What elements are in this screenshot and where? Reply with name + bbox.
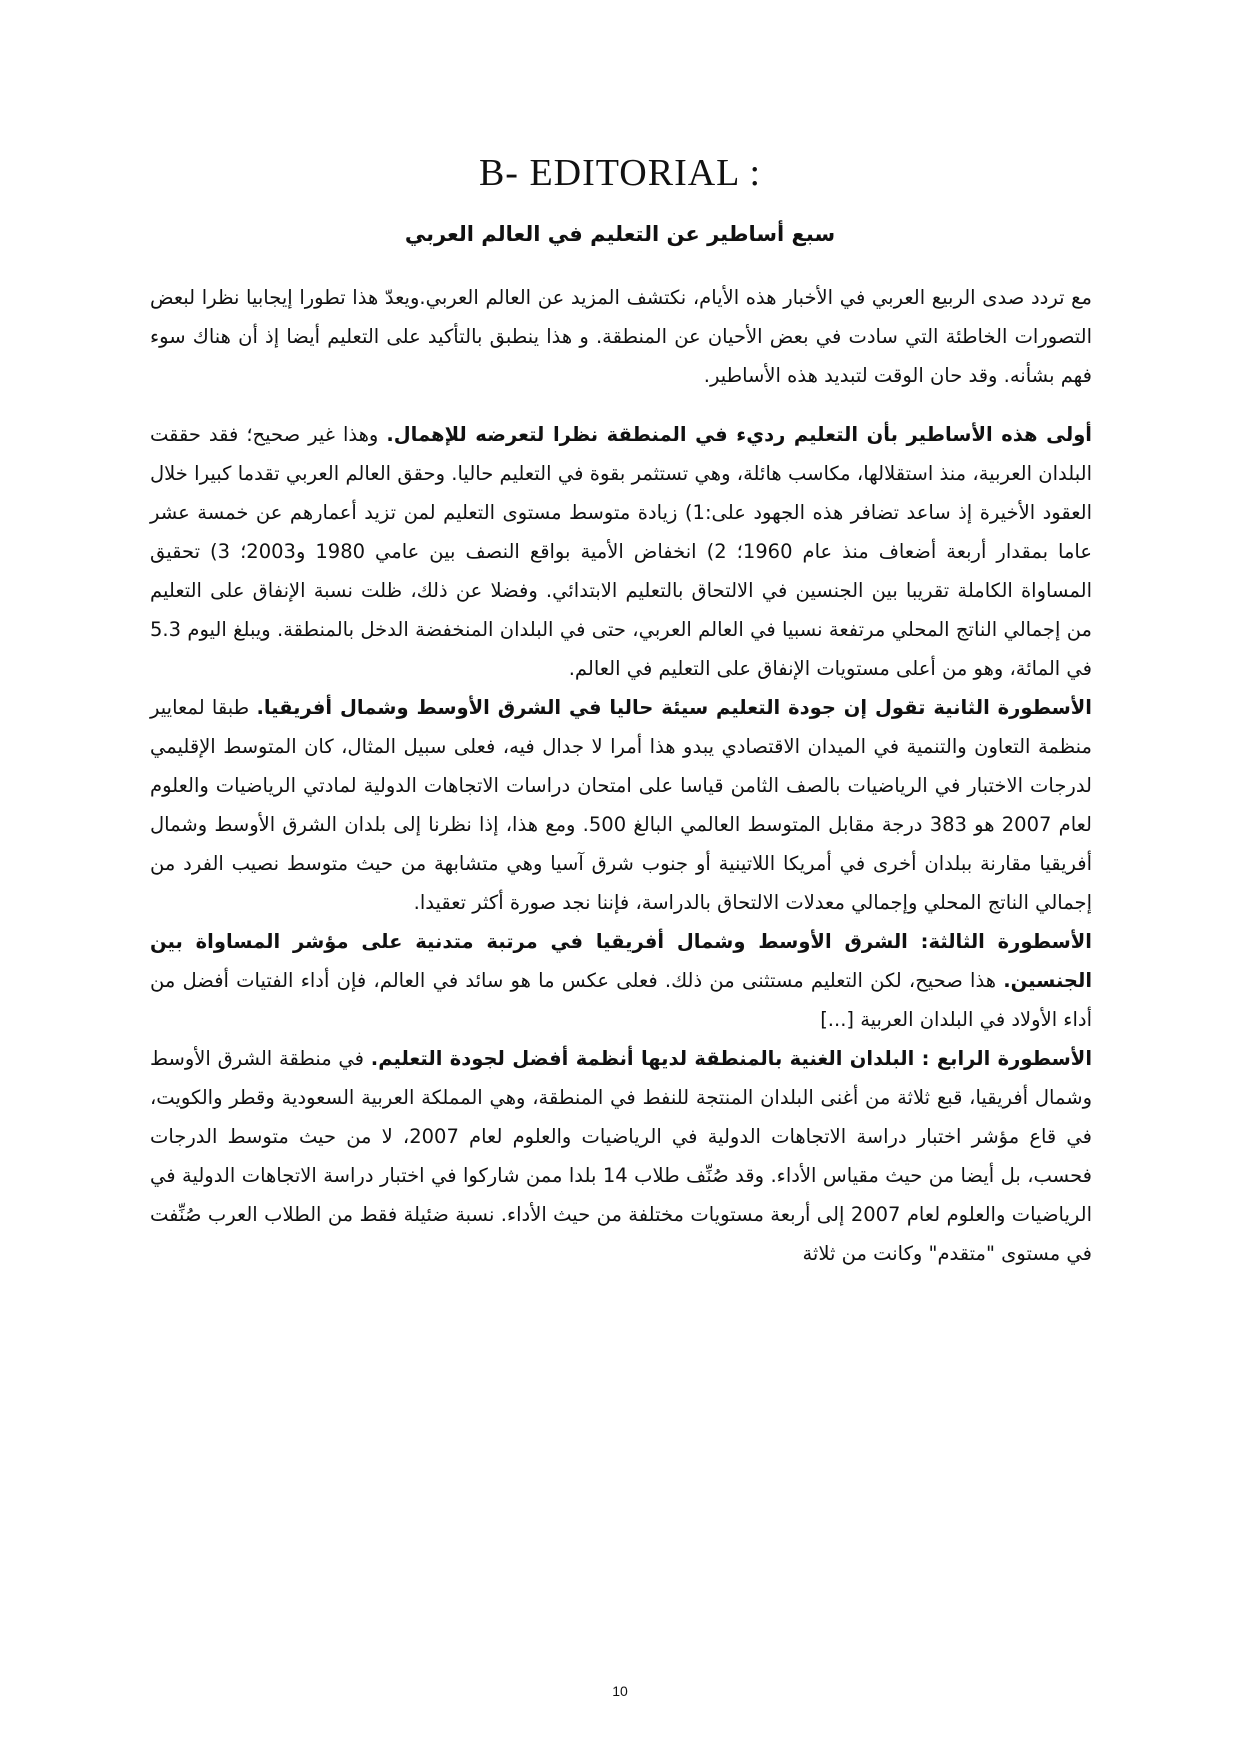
myth-3-text: هذا صحيح، لكن التعليم مستثنى من ذلك. فعلى عكس ما هو سائد في العالم، فإن أداء الفتيات أفضل من أداء الأولاد في البلدان العربية [...] [150,969,1092,1031]
article-body [150,278,1092,1273]
myth-3-lead: الأسطورة الثالثة: الشرق الأوسط وشمال أفريقيا في مرتبة متدنية على مؤشر المساواة بين الجنسين. [150,930,1092,992]
myth-1-lead: أولى هذه الأساطير بأن التعليم رديء في المنطقة نظرا لتعرضه للإهمال. [386,423,1092,446]
intro-paragraph: مع تردد صدى الربيع العربي في الأخبار هذه الأيام، نكتشف المزيد عن العالم العربي.ويعدّ هذا تطورا إيجابيا نظرا لبعض التصورات الخاطئة التي سادت في بعض الأحيان عن المنطقة. و هذا ينطبق بالتأكيد على التعليم أيضا إذ أن هناك سوء فهم بشأنه. وقد حان الوقت لتبديد هذه الأساطير. [150,286,1092,387]
myth-1-text: وهذا غير صحيح؛ فقد حققت البلدان العربية، منذ استقلالها، مكاسب هائلة، وهي تستثمر بقوة في التعليم حاليا. وحقق العالم العربي تقدما كبيرا خلال العقود الأخيرة إذ ساعد تضافر هذه الجهود على:1) زيادة متوسط مستوى التعليم لمن تزيد أعمارهم عن خمسة عشر عاما بمقدار أربعة أضعاف منذ عام 1960؛ 2) انخفاض الأمية بواقع النصف بين عامي 1980 و2003؛ 3) تحقيق المساواة الكاملة تقريبا بين الجنسين في الالتحاق بالتعليم الابتدائي. وفضلا عن ذلك، ظلت نسبة الإنفاق على التعليم من إجمالي الناتج المحلي مرتفعة نسبيا في العالم العربي، حتى في البلدان المنخفضة الدخل بالمنطقة. ويبلغ اليوم 5.3 في المائة، وهو من أعلى مستويات الإنفاق على التعليم في العالم. [150,423,1093,680]
article-title: سبع أساطير عن التعليم في العالم العربي [404,222,836,246]
myth-4-text: في منطقة الشرق الأوسط وشمال أفريقيا، قبع ثلاثة من أغنى البلدان المنتجة للنفط في المنطقة، وهي المملكة العربية السعودية وقطر والكويت، في قاع مؤشر اختبار دراسة الاتجاهات الدولية في الرياضيات والعلوم لعام 2007، لا من حيث متوسط الدرجات فحسب، بل أيضا من حيث مقياس الأداء. وقد صُنِّف طلاب 14 بلدا ممن شاركوا في اختبار دراسة الاتجاهات الدولية في الرياضيات والعلوم لعام 2007 إلى أربعة مستويات مختلفة من حيث الأداء. نسبة ضئيلة فقط من الطلاب العرب صُنِّفت في مستوى "متقدم" وكانت من ثلاثة [150,1047,1092,1265]
myth-2-lead: الأسطورة الثانية تقول إن جودة التعليم سيئة حاليا في الشرق الأوسط وشمال أفريقيا. [256,696,1092,719]
page-number: 10 [612,1683,628,1699]
myth-2-paragraph [150,688,1092,922]
section-heading: B- EDITORIAL : [478,152,762,194]
myth-1-paragraph [150,415,1092,688]
myth-4-lead: الأسطورة الرابع : البلدان الغنية بالمنطقة لديها أنظمة أفضل لجودة التعليم. [370,1047,1093,1070]
myth-2-text: طبقا لمعايير منظمة التعاون والتنمية في الميدان الاقتصادي يبدو هذا أمرا لا جدال فيه، فعلى سبيل المثال، كان المتوسط الإقليمي لدرجات الاختبار في الرياضيات بالصف الثامن قياسا على امتحان دراسات الاتجاهات الدولية لمادتي الرياضيات والعلوم لعام 2007 هو 383 درجة مقابل المتوسط العالمي البالغ 500. ومع هذا، إذا نظرنا إلى بلدان الشرق الأوسط وشمال أفريقيا مقارنة ببلدان أخرى في أمريكا اللاتينية أو جنوب شرق آسيا وهي متشابهة من حيث متوسط نصيب الفرد من إجمالي الناتج المحلي وإجمالي معدلات الالتحاق بالدراسة، فإننا نجد صورة أكثر تعقيدا. [150,696,1093,914]
myth-4-paragraph [150,1039,1092,1273]
myth-3-paragraph [150,922,1092,1039]
